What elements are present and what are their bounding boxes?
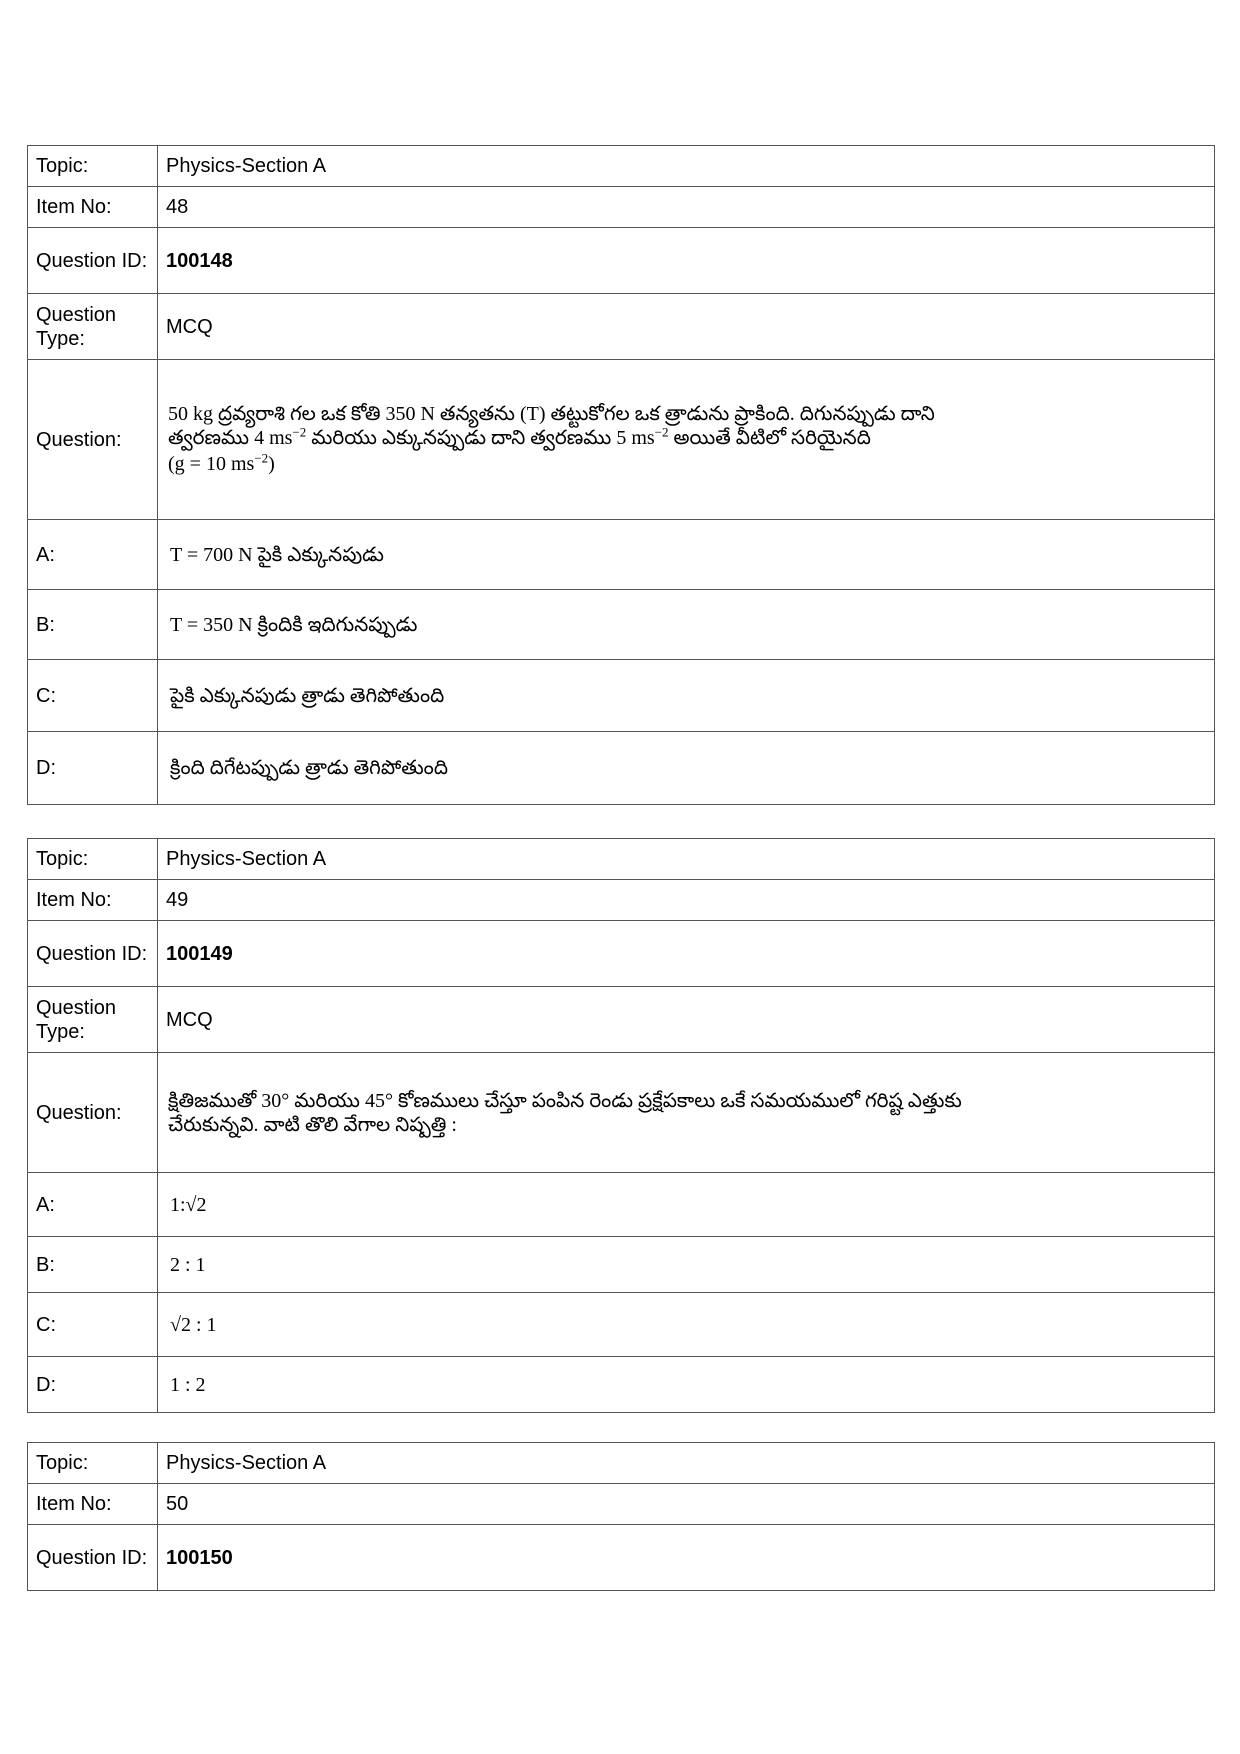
item-no-value: 50 — [158, 1484, 1215, 1525]
option-a-label: A: — [28, 1173, 158, 1237]
question-id-label: Question ID: — [28, 228, 158, 294]
question-id-label: Question ID: — [28, 1525, 158, 1591]
topic-value: Physics-Section A — [158, 146, 1215, 187]
item-no-label: Item No: — [28, 187, 158, 228]
option-d-label: D: — [28, 732, 158, 805]
option-c-text: √2 : 1 — [158, 1293, 1215, 1357]
question-line-3 — [168, 450, 1204, 478]
question-line-2-part-c: అయితే వీటిలో సరియైనది — [668, 426, 871, 449]
question-line-2 — [168, 423, 1204, 450]
question-50-table — [27, 1442, 1215, 1591]
question-label: Question: — [28, 1053, 158, 1173]
option-a-text: T = 700 N పైకి ఎక్కునపుడు — [158, 520, 1215, 590]
option-b-text: T = 350 N క్రిందికి ఇదిగునప్పుడు — [158, 590, 1215, 660]
option-d-text: క్రింది దిగేటప్పుడు త్రాడు తెగిపోతుంది — [158, 732, 1215, 805]
exponent: −2 — [654, 423, 669, 439]
question-label: Question: — [28, 360, 158, 520]
question-text — [158, 1053, 1215, 1173]
question-id-value: 100148 — [158, 228, 1215, 294]
question-type-value: MCQ — [158, 987, 1215, 1053]
question-type-value: MCQ — [158, 294, 1215, 360]
question-id-value: 100149 — [158, 921, 1215, 987]
question-type-label: Question Type: — [28, 987, 158, 1053]
topic-label: Topic: — [28, 146, 158, 187]
question-id-label: Question ID: — [28, 921, 158, 987]
option-a-label: A: — [28, 520, 158, 590]
question-line-2-part-a: త్వరణము 4 ms — [168, 426, 293, 449]
question-line-3-part-a: (g = 10 ms — [168, 452, 255, 475]
item-no-value: 49 — [158, 880, 1215, 921]
question-line-3-part-b: ) — [268, 452, 275, 475]
question-line-1: 50 kg ద్రవ్యరాశి గల ఒక కోతి 350 N తన్యతను (T) తట్టుకోగల ఒక త్రాడును ప్రాకింది. దిగునప్పుడు దాని — [168, 402, 935, 425]
option-a-text: 1:√2 — [158, 1173, 1215, 1237]
question-line-1: క్షితిజముతో 30° మరియు 45° కోణములు చేస్తూ పంపిన రెండు ప్రక్షేపకాలు ఒకే సమయములో గరిష్ట ఎత్తుకు — [168, 1089, 962, 1112]
topic-label: Topic: — [28, 839, 158, 880]
question-49-table — [27, 838, 1215, 1413]
question-text — [158, 360, 1215, 520]
option-b-text: 2 : 1 — [158, 1237, 1215, 1293]
option-c-label: C: — [28, 660, 158, 732]
option-c-text: పైకి ఎక్కునపుడు త్రాడు తెగిపోతుంది — [158, 660, 1215, 732]
exponent: −2 — [254, 449, 269, 465]
question-id-value: 100150 — [158, 1525, 1215, 1591]
question-type-label: Question Type: — [28, 294, 158, 360]
item-no-value: 48 — [158, 187, 1215, 228]
item-no-label: Item No: — [28, 1484, 158, 1525]
exponent: −2 — [292, 423, 307, 439]
topic-label: Topic: — [28, 1443, 158, 1484]
option-d-label: D: — [28, 1357, 158, 1413]
topic-value: Physics-Section A — [158, 1443, 1215, 1484]
option-b-label: B: — [28, 590, 158, 660]
item-no-label: Item No: — [28, 880, 158, 921]
question-line-2: చేరుకున్నవి. వాటి తొలి వేగాల నిష్పత్తి : — [168, 1113, 457, 1136]
option-d-text: 1 : 2 — [158, 1357, 1215, 1413]
topic-value: Physics-Section A — [158, 839, 1215, 880]
option-c-label: C: — [28, 1293, 158, 1357]
option-b-label: B: — [28, 1237, 158, 1293]
question-line-2-part-b: మరియు ఎక్కునప్పుడు దాని త్వరణము 5 ms — [306, 426, 655, 449]
question-48-table — [27, 145, 1215, 805]
